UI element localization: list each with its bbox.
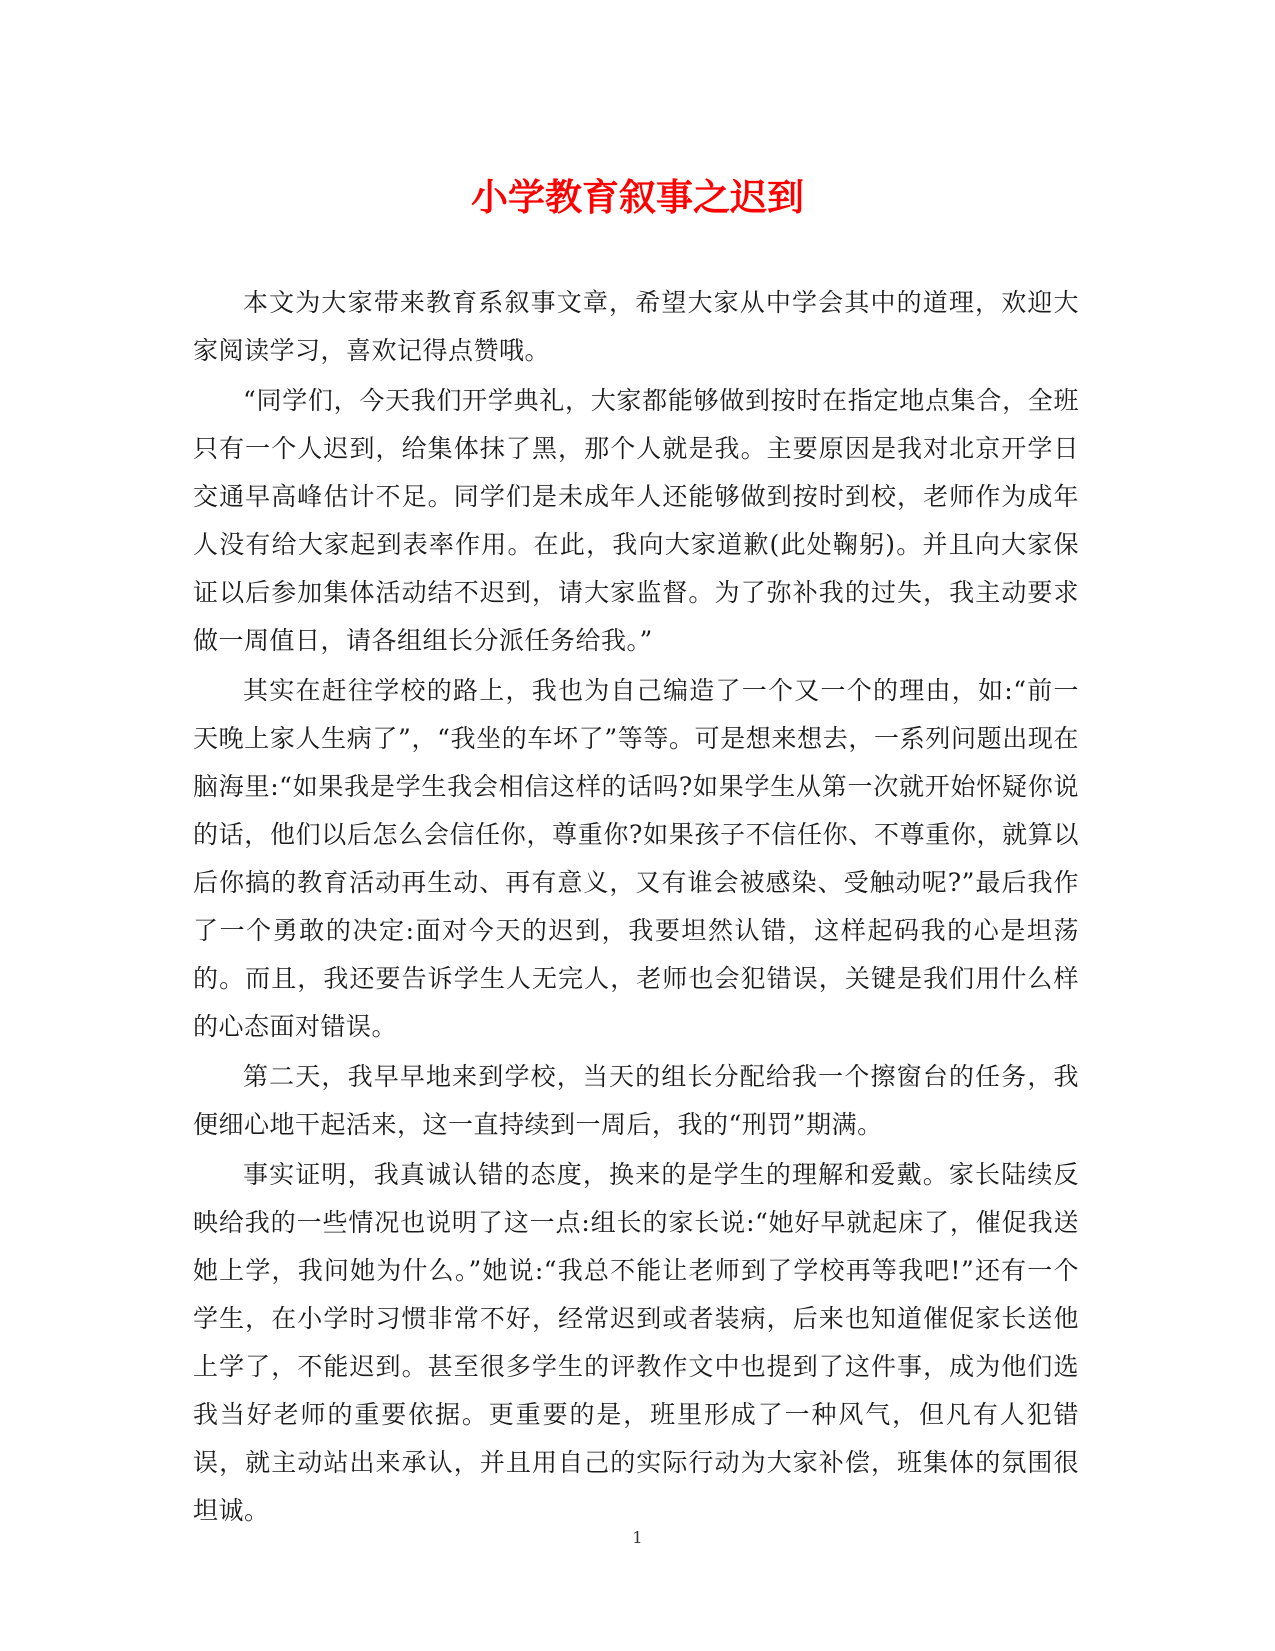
paragraph-result: 事实证明，我真诚认错的态度，换来的是学生的理解和爱戴。家长陆续反映给我的一些情况也说明了这一点:组长的家长说:“她好早就起床了，催促我送她上学，我问她为什么。”她说:“我总不能让老师到了学校再等我吧!”还有一个学生，在小学时习惯非常不好，经常迟到或者装病，后来也知道催促家长送他上学了，不能迟到。甚至很多学生的评教作文中也提到了这件事，成为他们选我当好老师的重要依据。更重要的是，班里形成了一种风气，但凡有人犯错误，就主动站出来承认，并且用自己的实际行动为大家补偿，班集体的氛围很坦诚。 xyxy=(193,1160,1079,1525)
page-number: 1 xyxy=(632,1528,643,1547)
paragraph-speech: “同学们，今天我们开学典礼，大家都能够做到按时在指定地点集合，全班只有一个人迟到，给集体抹了黑，那个人就是我。主要原因是我对北京开学日交通早高峰估计不足。同学们是未成年人还能够做到按时到校，老师作为成年人没有给大家起到表率作用。在此，我向大家道歉(此处鞠躬)。并且向大家保证以后参加集体活动结不迟到，请大家监督。为了弥补我的过失，我主动要求做一周值日，请各组组长分派任务给我。” xyxy=(193,386,1079,655)
document-title: 小学教育叙事之迟到 xyxy=(471,175,804,219)
paragraph-next-day: 第二天，我早早地来到学校，当天的组长分配给我一个擦窗台的任务，我便细心地干起活来，这一直持续到一周后，我的“刑罚”期满。 xyxy=(193,1062,1079,1139)
paragraph-reflection: 其实在赶往学校的路上，我也为自己编造了一个又一个的理由，如:“前一天晚上家人生病了”，“我坐的车坏了”等等。可是想来想去，一系列问题出现在脑海里:“如果我是学生我会相信这样的话吗?如果学生从第一次就开始怀疑你说的话，他们以后怎么会信任你，尊重你?如果孩子不信任你、不尊重你，就算以后你搞的教育活动再生动、再有意义，又有谁会被感染、受触动呢?”最后我作了一个勇敢的决定:面对今天的迟到，我要坦然认错，这样起码我的心是坦荡的。而且，我还要告诉学生人无完人，老师也会犯错误，关键是我们用什么样的心态面对错误。 xyxy=(193,676,1079,1041)
paragraph-intro: 本文为大家带来教育系叙事文章，希望大家从中学会其中的道理，欢迎大家阅读学习，喜欢记得点赞哦。 xyxy=(193,288,1079,365)
document-body xyxy=(193,279,1079,1537)
